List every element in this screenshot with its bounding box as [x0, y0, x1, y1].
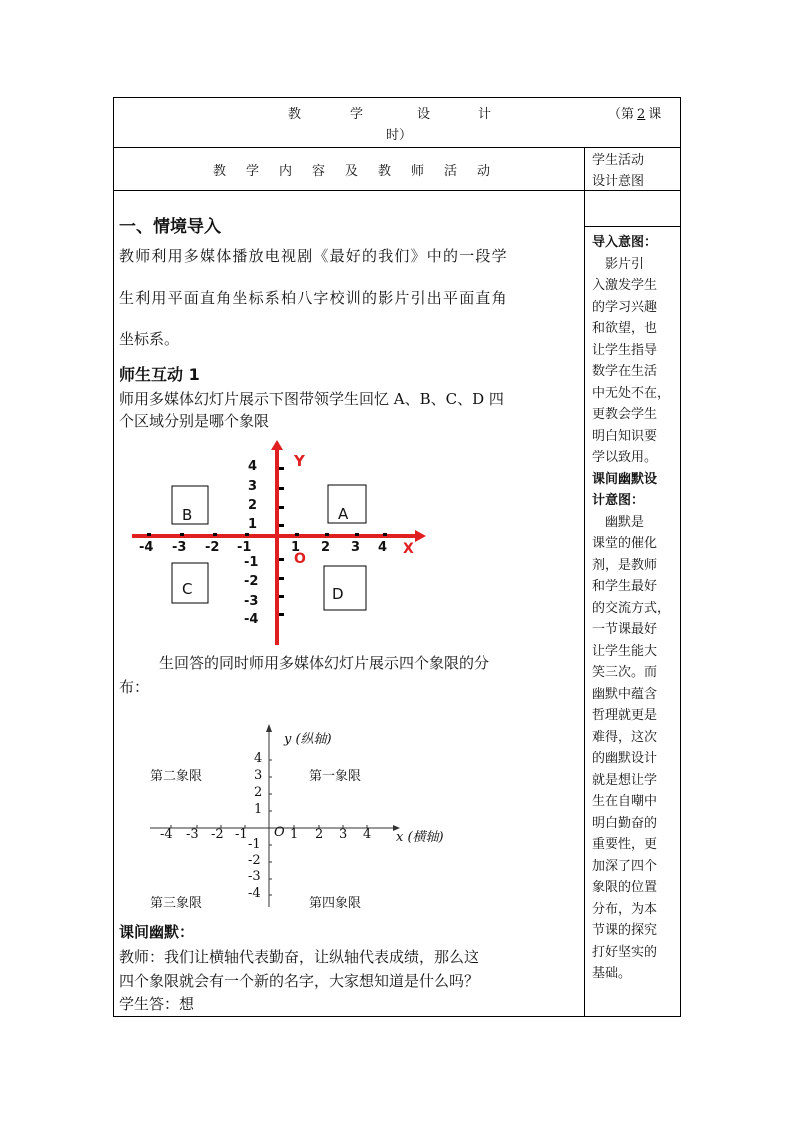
content-header-char: 学 [246, 164, 260, 179]
fig1-box-d [324, 566, 366, 610]
content-header-char: 活 [444, 164, 458, 179]
side-humor-line: 幽默是 [592, 514, 645, 530]
fig1-origin-label: O [294, 551, 306, 567]
side-humor-line: 加深了四个 [592, 858, 658, 874]
fig1-x-tick: 2 [321, 540, 331, 555]
side-humor-line: 的交流方式， [592, 600, 671, 616]
content-header-char: 内 [279, 164, 293, 179]
lesson-suffix: 时） [386, 128, 413, 143]
fig2-y-tick: -2 [248, 853, 261, 868]
fig2-y-tick: -1 [248, 837, 261, 852]
fig1-x-tick: 1 [291, 540, 301, 555]
side-intent-line: 明白知识要 [592, 428, 658, 444]
side-humor-line: 难得，这次 [592, 729, 658, 745]
fig1-box-a-label: A [338, 505, 349, 523]
side-humor-line: 象限的位置 [592, 880, 658, 895]
side-humor-line: 课堂的催化 [592, 536, 658, 551]
side-humor-line: 和学生最好 [592, 579, 658, 594]
fig2-x-tick: -3 [186, 827, 199, 842]
side-intent-line: 入激发学生 [592, 278, 658, 293]
fig2-x-label: x (横轴) [396, 830, 444, 845]
fig1-x-tick: 3 [351, 540, 361, 555]
side-humor-line: 的幽默设计 [592, 751, 658, 766]
side-humor-line: 剂，是教师 [592, 557, 658, 573]
header-title-char: 计 [478, 107, 492, 122]
humor-text-line3: 学生答：想 [119, 995, 195, 1013]
content-header [213, 160, 493, 180]
fig1-y-tick: -2 [244, 574, 259, 589]
side-intent-line: 更教会学生 [592, 407, 658, 422]
fig2-y-tick: 4 [254, 751, 263, 766]
section-title-intro: 一、情境导入 [119, 217, 221, 237]
side-intent-line: 数学在生活 [592, 364, 658, 379]
side-humor-line: 明白勤奋的 [592, 815, 658, 831]
side-intent-line: 学以致用。 [592, 450, 658, 465]
fig1-y-tick: 3 [248, 479, 258, 494]
answer-text-line2: 布： [119, 678, 150, 696]
side-intent-line: 中无处不在， [592, 385, 671, 401]
side-humor-line: 生在自嘲中 [592, 794, 658, 809]
interaction-title: 师生互动 1 [119, 365, 200, 384]
side-humor-line: 基础。 [592, 966, 632, 981]
border-subheader-bottom [113, 190, 681, 191]
content-header-char: 教 [378, 164, 392, 179]
coordinate-figure-2 [145, 722, 415, 912]
side-humor-line: 笑三次。而 [592, 665, 658, 680]
fig1-y-tick: 1 [248, 517, 258, 532]
fig2-origin-label: O [274, 825, 285, 840]
side-humor-line: 一节课最好 [592, 622, 658, 637]
fig1-y-tick: -1 [244, 555, 259, 570]
fig1-x-arrow [415, 530, 426, 542]
side-intent-title: 导入意图： [592, 235, 658, 250]
humor-title: 课间幽默： [119, 923, 195, 941]
border-bottom [113, 1016, 681, 1017]
fig1-y-tick: 4 [248, 459, 258, 474]
fig2-x-tick: 1 [290, 827, 299, 842]
side-humor-title-line1: 课间幽默设 [592, 471, 658, 487]
side-humor-line: 打好坚实的 [592, 944, 658, 960]
side-intent-line: 和欲望，也 [592, 321, 658, 336]
fig2-quadrant-1: 第一象限 [309, 769, 362, 784]
fig1-x-tick: -1 [237, 540, 252, 555]
side-humor-line: 幽默中蕴含 [592, 686, 658, 702]
fig2-x-tick: -1 [235, 827, 248, 842]
fig1-y-tick: -4 [244, 612, 259, 627]
fig2-y-tick: -3 [248, 869, 261, 884]
header-title-char: 教 [288, 107, 302, 122]
fig2-quadrant-4: 第四象限 [309, 896, 362, 911]
fig1-box-b-label: B [182, 506, 193, 524]
humor-text-line1: 教师：我们让横轴代表勤奋，让纵轴代表成绩，那么这 [119, 948, 480, 966]
intro-text-line1: 教师利用多媒体播放电视剧《最好的我们》中的一段学 [119, 247, 508, 265]
lesson-number: （第 2 课 [608, 107, 662, 122]
fig1-x-tick: -3 [172, 540, 187, 555]
header-title-char: 学 [350, 107, 364, 122]
fig2-y-tick: 3 [254, 768, 263, 783]
intro-text-line3: 坐标系。 [119, 330, 180, 348]
side-humor-line: 重要性，更 [592, 837, 658, 852]
side-intent [592, 232, 678, 985]
border-right [680, 97, 681, 1017]
fig2-y-tick: 1 [254, 802, 263, 817]
content-header-char: 师 [411, 164, 425, 179]
fig1-y-arrow [271, 440, 283, 450]
border-left [113, 97, 114, 1017]
fig1-box-d-label: D [332, 585, 344, 603]
header-title-char: 设 [417, 107, 431, 122]
border-side-header-bottom [584, 226, 681, 227]
humor-text-line2: 四个象限就会有一个新的名字，大家想知道是什么吗？ [119, 972, 480, 990]
fig1-y-label: Y [294, 452, 305, 470]
side-header-line1: 学生活动 [592, 153, 645, 168]
fig1-x-tick: -4 [139, 540, 154, 555]
content-header-char: 动 [477, 164, 491, 179]
side-humor-line: 节课的探究 [592, 923, 658, 938]
fig2-quadrant-3: 第三象限 [150, 896, 203, 911]
border-column-divider [584, 147, 585, 1017]
side-intent-line: 让学生指导 [592, 342, 658, 358]
fig2-x-tick: 4 [363, 827, 372, 842]
side-humor-line: 让学生能大 [592, 643, 658, 659]
fig2-y-label: y (纵轴) [284, 732, 332, 747]
fig2-y-tick: -4 [248, 886, 261, 901]
side-header-line2: 设计意图 [592, 174, 645, 189]
content-header-char: 及 [345, 164, 359, 179]
side-humor-line: 哲理就更是 [592, 708, 658, 723]
content-header-char: 容 [312, 164, 326, 179]
fig1-y-tick: 2 [248, 498, 258, 513]
border-top [113, 97, 681, 98]
fig2-x-tick: -4 [160, 827, 173, 842]
fig2-y-arrow [266, 724, 272, 732]
fig2-x-tick: -2 [211, 827, 224, 842]
side-intent-line: 的学习兴趣 [592, 299, 658, 315]
fig2-quadrant-2: 第二象限 [150, 769, 203, 784]
content-header-char: 教 [213, 164, 227, 179]
side-humor-line: 分布，为本 [592, 901, 658, 917]
side-intent-line: 影片引 [592, 256, 645, 272]
fig1-x-tick: 4 [378, 540, 388, 555]
fig2-y-tick: 2 [254, 785, 263, 800]
fig2-x-tick: 2 [315, 827, 324, 842]
interaction-text-line2: 个区域分别是哪个象限 [119, 412, 270, 430]
fig1-x-tick: -2 [205, 540, 220, 555]
fig1-box-c-label: C [182, 580, 193, 598]
fig1-x-label: X [403, 541, 414, 557]
fig1-y-tick: -3 [244, 594, 259, 609]
side-humor-title-line2: 计意图： [592, 493, 645, 508]
interaction-text-line1: 师用多媒体幻灯片展示下图带领学生回忆 A、B、C、D 四 [119, 390, 504, 408]
border-header-bottom [113, 147, 681, 148]
answer-text-line1: 生回答的同时师用多媒体幻灯片展示四个象限的分 [159, 654, 490, 672]
header-title [280, 103, 510, 123]
fig2-x-tick: 3 [339, 827, 348, 842]
side-humor-line: 就是想让学 [592, 772, 658, 788]
intro-text-line2: 生利用平面直角坐标系柏八字校训的影片引出平面直角 [119, 289, 508, 307]
